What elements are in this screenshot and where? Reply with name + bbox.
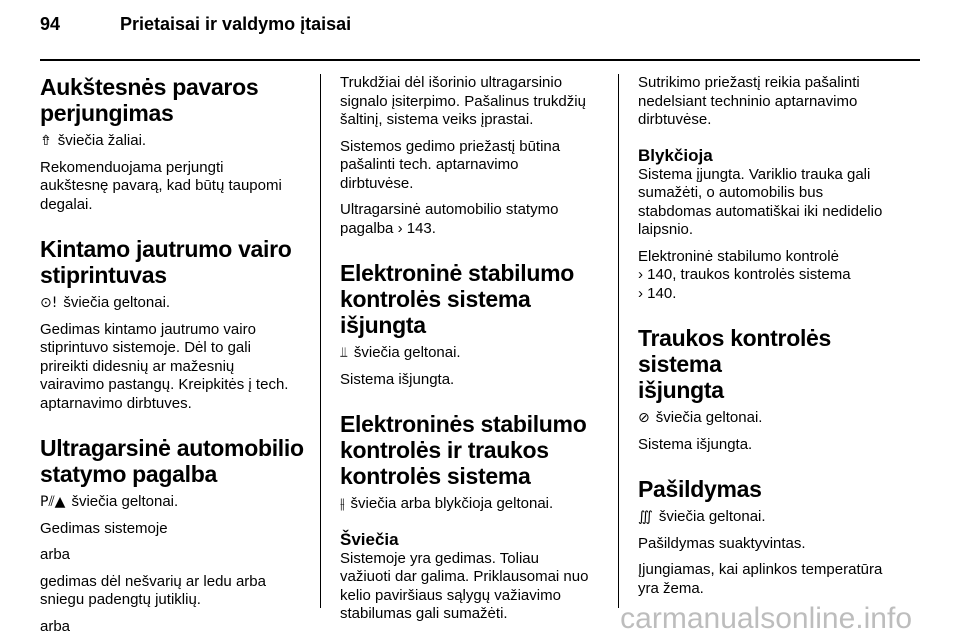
page-ref-icon: › (397, 219, 403, 237)
column-2 (340, 74, 608, 632)
preheat-icon: ∭ (638, 509, 653, 525)
status-line: ⇮ šviečia žaliai. (40, 132, 147, 149)
subheading: Šviečia (340, 529, 399, 549)
status-line: ⫲ šviečia arba blykčioja geltonai. (340, 495, 554, 512)
parking-assist-icon: P⫽▲ (40, 494, 66, 510)
status-line: ⊘ šviečia geltonai. (638, 409, 763, 426)
page-number: 94 (40, 14, 61, 34)
paragraph: Įjungiamas, kai aplinkos temperatūra yra žema. (638, 561, 883, 597)
paragraph: arba (40, 546, 71, 563)
paragraph: Pašildymas suaktyvintas. (638, 534, 806, 552)
paragraph: Sistema išjungta. (340, 370, 455, 388)
page-ref-icon: › (638, 266, 643, 283)
paragraph: Sistemos gedimo priežastį būtina pašalinti tech. aptarnavimo dirbtuvėse. (340, 137, 561, 192)
paragraph: arba (40, 617, 71, 635)
paragraph: Trukdžiai dėl išorinio ultragarsinio signalo įsiterpimo. Pašalinus trukdžių šaltinį, sistema veiks įprastai. (340, 74, 586, 128)
paragraph: gedimas dėl nešvarių ar ledu arba sniegu padengtų jutiklių. (40, 572, 266, 608)
paragraph: Sistema įjungta. Variklio trauka gali sumažėti, o automobilis bus stabdomas automatiškai iki nedidelio laipsnio. (638, 165, 883, 238)
status-line: ⫫ šviečia geltonai. (340, 344, 461, 361)
section-title-esp-tc: Elektroninės stabilumo kontrolės ir traukos kontrolės sistema (340, 411, 587, 489)
paragraph: Sistema išjungta. (638, 435, 753, 453)
paragraph: Rekomenduojama perjungti aukštesnę pavarą, kad būtų taupomi degalai. (40, 158, 282, 213)
header-rule (40, 59, 920, 61)
section-title-tc-off: Traukos kontrolės sistema išjungta (638, 325, 832, 403)
gear-up-icon: ⇮ (40, 133, 52, 149)
page-header (40, 14, 920, 44)
paragraph: Elektroninė stabilumo kontrolė › 140, traukos kontrolės sistema › 140. (638, 247, 851, 302)
page-ref[interactable]: 143. (406, 219, 436, 237)
section-title-esp-off: Elektroninė stabilumo kontrolės sistema išjungta (340, 260, 574, 338)
section-title-power-steering: Kintamo jautrumo vairo stiprintuvas (40, 236, 292, 288)
traction-off-icon: ⊘ (638, 410, 650, 426)
steering-warning-icon: ⊙! (40, 295, 58, 311)
paragraph: Ultragarsinė automobilio statymo pagalba › 143. (340, 201, 559, 237)
status-line: P⫽▲ šviečia geltonai. (40, 493, 179, 510)
column-3 (638, 74, 906, 606)
column-divider (618, 74, 619, 608)
esp-off-icon: ⫫ (340, 345, 348, 361)
status-line: ∭ šviečia geltonai. (638, 508, 766, 525)
paragraph: Gedimas sistemoje (40, 519, 168, 537)
paragraph: Sutrikimo priežastį reikia pašalinti nedelsiant techninio aptarnavimo dirbtuvėse. (638, 74, 860, 128)
paragraph: Sistemoje yra gedimas. Toliau važiuoti dar galima. Priklausomai nuo kelio paviršiaus sąlygų važiavimo stabilumas gali sumažėti. (340, 549, 589, 622)
status-line: ⊙! šviečia geltonai. (40, 294, 171, 311)
column-1 (40, 74, 308, 644)
subheading: Blykčioja (638, 145, 713, 165)
watermark: carmanualsonline.info (620, 602, 912, 635)
section-title-preheat: Pašildymas (638, 476, 762, 502)
section-title-upshift: Aukštesnės pavaros perjungimas (40, 74, 259, 126)
paragraph: Gedimas kintamo jautrumo vairo stiprintuvo sistemoje. Dėl to gali prireikti didesnių ar mažesnių vairavimo pastangų. Kreipkitės į tech. aptarnavimo dirbtuves. (40, 320, 289, 412)
column-divider (320, 74, 321, 608)
esp-icon: ⫲ (340, 496, 345, 512)
page-ref-icon: › (638, 284, 643, 302)
running-title: Prietaisai ir valdymo įtaisai (120, 14, 352, 34)
section-title-parking-assist: Ultragarsinė automobilio statymo pagalba (40, 435, 304, 487)
